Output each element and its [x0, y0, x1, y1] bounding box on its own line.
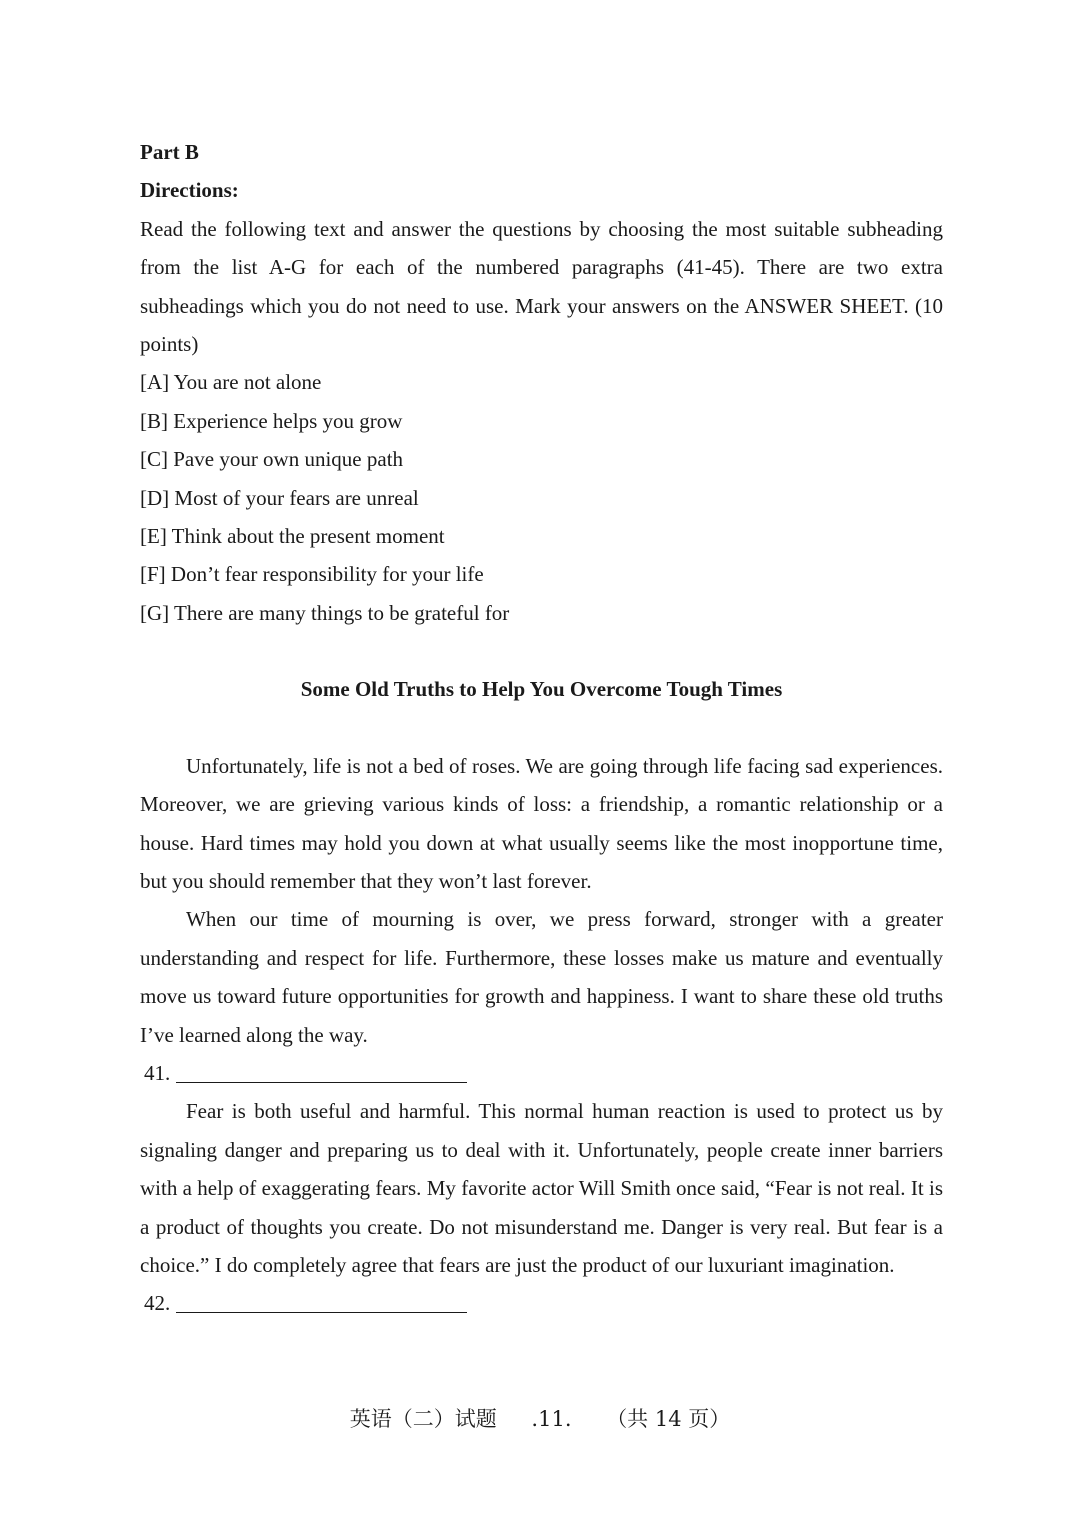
- article-title: Some Old Truths to Help You Overcome Tough Times: [300, 677, 783, 702]
- paragraph-intro-1: Unfortunately, life is not a bed of roses. We are going through life facing sad experiences. Moreover, we are grieving various kinds of loss: a friendship, a romantic relationship or a house. Hard times may hold you down at what usually seems like the most inopportune time, but you should remember that they won’t last forever.: [140, 753, 943, 893]
- option-d: [D] Most of your fears are unreal: [140, 485, 419, 510]
- option-f: [F] Don’t fear responsibility for your life: [140, 562, 484, 587]
- option-e: [E] Think about the present moment: [140, 524, 445, 549]
- footer-total-pages: （共 14 页）: [606, 1407, 731, 1431]
- directions-label: Directions:: [140, 178, 239, 203]
- answer-blank-42: [140, 1284, 943, 1322]
- paragraph-41: Fear is both useful and harmful. This normal human reaction is used to protect us by signaling danger and preparing us to deal with it. Unfortunately, people create inner barriers with a help of exaggerating fears. My favorite actor Will Smith once said, “Fear is not real. It is a product of thoughts you create. Do not misunderstand me. Danger is very real. But fear is a choice.” I do completely agree that fears are just the product of our luxuriant imagination.: [140, 1099, 943, 1277]
- option-c: [C] Pave your own unique path: [140, 447, 404, 472]
- footer-page-number: .11.: [531, 1407, 572, 1431]
- part-label: Part B: [140, 140, 199, 164]
- footer-subject: 英语（二）试题: [349, 1407, 497, 1431]
- answer-line-41: [176, 1081, 467, 1083]
- answer-blank-41: [140, 1054, 943, 1092]
- paragraph-intro-2: When our time of mourning is over, we press forward, stronger with a greater understanding and respect for life. Furthermore, these losses make us mature and eventually move us toward future opportunities for growth and happiness. I want to share these old truths I’ve learned along the way.: [140, 907, 943, 1047]
- answer-line-42: [176, 1311, 467, 1313]
- question-number-41: 41.: [144, 1060, 171, 1085]
- subheading-options-list: [140, 363, 943, 632]
- exam-page-body: [140, 133, 943, 1323]
- directions-text: Read the following text and answer the questions by choosing the most suitable subheading from the list A-G for each of the numbered paragraphs (41-45). There are two extra subheadings which you do not need to use. Mark your answers on the ANSWER SHEET. (10 points): [140, 216, 943, 357]
- option-g: [G] There are many things to be grateful for: [140, 600, 510, 625]
- page-footer: [0, 1403, 1080, 1435]
- option-b: [B] Experience helps you grow: [140, 408, 403, 433]
- question-number-42: 42.: [144, 1291, 171, 1316]
- option-a: [A] You are not alone: [140, 370, 322, 395]
